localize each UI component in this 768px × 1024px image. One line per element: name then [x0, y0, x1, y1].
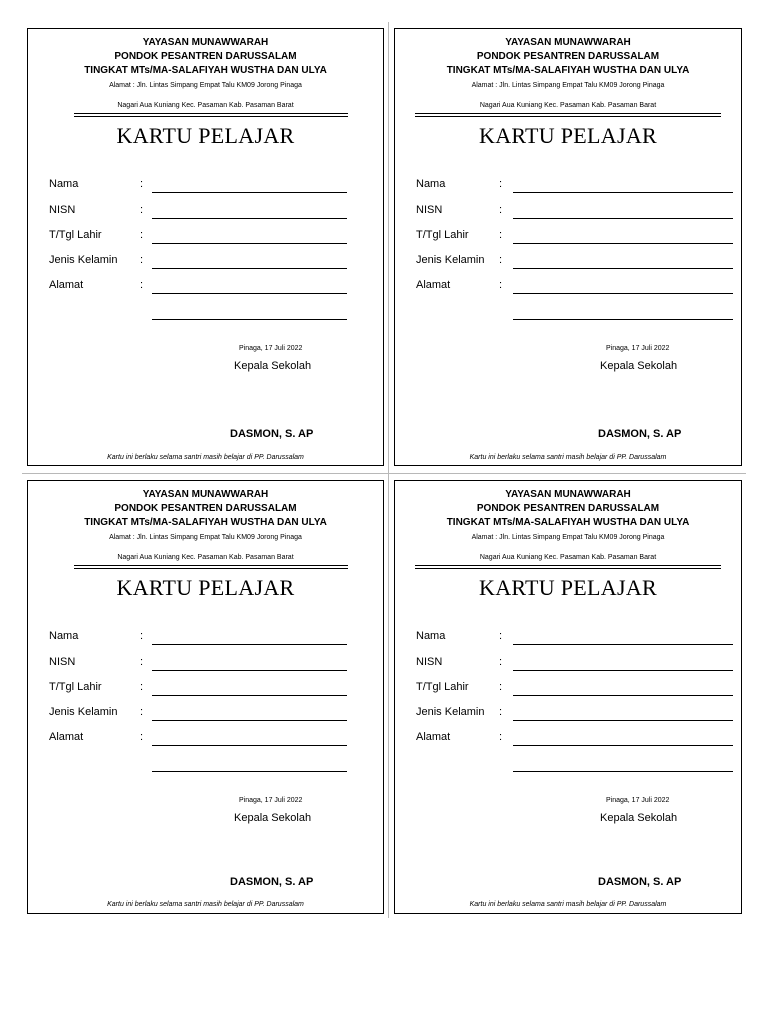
school-address-line2: Nagari Aua Kuniang Kec. Pasaman Kab. Pasaman Barat: [479, 102, 657, 109]
school-level: TINGKAT MTs/MA-SALAFIYAH WUSTHA DAN ULYA: [84, 517, 327, 528]
signatory-role: Kepala Sekolah: [600, 812, 678, 824]
school-level: TINGKAT MTs/MA-SALAFIYAH WUSTHA DAN ULYA: [446, 517, 690, 528]
fill-in-line: [513, 268, 733, 269]
field-colon: :: [140, 630, 144, 642]
student-card-bottom-left: [27, 480, 384, 914]
field-colon: :: [140, 681, 144, 693]
validity-note: Kartu ini berlaku selama santri masih belajar di PP. Darussalam: [469, 454, 667, 461]
field-label: NISN: [416, 656, 443, 668]
student-card-top-right: [394, 28, 742, 466]
header-rule-bottom: [74, 116, 348, 117]
header-rule-bottom: [415, 116, 721, 117]
fill-in-line: [513, 243, 733, 244]
validity-note: Kartu ini berlaku selama santri masih belajar di PP. Darussalam: [469, 901, 667, 908]
field-label: Alamat: [416, 731, 451, 743]
place-date: Pinaga, 17 Juli 2022: [606, 797, 670, 804]
cut-guide-horizontal: [22, 473, 746, 474]
field-colon: :: [499, 254, 503, 266]
fill-in-line: [513, 670, 733, 671]
school-address-line2: Nagari Aua Kuniang Kec. Pasaman Kab. Pasaman Barat: [117, 554, 294, 561]
fill-in-line: [513, 771, 733, 772]
signatory-role: Kepala Sekolah: [234, 360, 312, 372]
field-colon: :: [140, 706, 144, 718]
place-date: Pinaga, 17 Juli 2022: [606, 345, 670, 352]
fill-in-line: [513, 319, 733, 320]
card-title: KARTU PELAJAR: [116, 123, 295, 148]
signatory-name: DASMON, S. AP: [230, 428, 314, 440]
school-address-line2: Nagari Aua Kuniang Kec. Pasaman Kab. Pasaman Barat: [117, 102, 294, 109]
field-label: Alamat: [49, 279, 84, 291]
field-label: T/Tgl Lahir: [49, 229, 102, 241]
fill-in-line: [513, 695, 733, 696]
fill-in-line: [152, 192, 347, 193]
student-card-bottom-right: [394, 480, 742, 914]
field-label: Alamat: [416, 279, 451, 291]
school-address-line1: Alamat : Jln. Lintas Simpang Empat Talu KM09 Jorong Pinaga: [109, 534, 302, 541]
foundation-name: YAYASAN MUNAWWARAH: [505, 489, 631, 500]
card-title: KARTU PELAJAR: [479, 575, 657, 600]
signatory-name: DASMON, S. AP: [598, 428, 682, 440]
fill-in-line: [152, 771, 347, 772]
header-rule-bottom: [415, 568, 721, 569]
fill-in-line: [513, 745, 733, 746]
header-rule-top: [74, 113, 348, 114]
school-name: PONDOK PESANTREN DARUSSALAM: [476, 51, 660, 62]
fill-in-line: [152, 670, 347, 671]
field-label: Jenis Kelamin: [416, 706, 485, 718]
card-title: KARTU PELAJAR: [479, 123, 657, 148]
field-colon: :: [140, 279, 144, 291]
field-colon: :: [499, 204, 503, 216]
field-colon: :: [499, 279, 503, 291]
field-colon: :: [140, 254, 144, 266]
field-label: T/Tgl Lahir: [49, 681, 102, 693]
fill-in-line: [513, 644, 733, 645]
school-address-line1: Alamat : Jln. Lintas Simpang Empat Talu KM09 Jorong Pinaga: [471, 534, 665, 541]
field-colon: :: [140, 178, 144, 190]
field-colon: :: [140, 204, 144, 216]
field-label: T/Tgl Lahir: [416, 681, 469, 693]
place-date: Pinaga, 17 Juli 2022: [239, 797, 303, 804]
fill-in-line: [152, 243, 347, 244]
card-title: KARTU PELAJAR: [116, 575, 295, 600]
foundation-name: YAYASAN MUNAWWARAH: [505, 37, 631, 48]
school-name: PONDOK PESANTREN DARUSSALAM: [114, 503, 297, 514]
fill-in-line: [513, 720, 733, 721]
field-label: Jenis Kelamin: [49, 706, 118, 718]
field-label: Nama: [49, 178, 79, 190]
school-address-line2: Nagari Aua Kuniang Kec. Pasaman Kab. Pasaman Barat: [479, 554, 657, 561]
validity-note: Kartu ini berlaku selama santri masih belajar di PP. Darussalam: [107, 901, 304, 908]
place-date: Pinaga, 17 Juli 2022: [239, 345, 303, 352]
school-level: TINGKAT MTs/MA-SALAFIYAH WUSTHA DAN ULYA: [84, 65, 327, 76]
field-label: NISN: [49, 204, 76, 216]
fill-in-line: [152, 319, 347, 320]
field-label: Jenis Kelamin: [416, 254, 485, 266]
field-colon: :: [499, 630, 503, 642]
cut-guide-vertical: [388, 22, 389, 918]
header-rule-bottom: [74, 568, 348, 569]
header-rule-top: [74, 565, 348, 566]
fill-in-line: [152, 695, 347, 696]
signatory-role: Kepala Sekolah: [600, 360, 678, 372]
fill-in-line: [152, 218, 347, 219]
school-name: PONDOK PESANTREN DARUSSALAM: [114, 51, 297, 62]
fill-in-line: [152, 745, 347, 746]
field-label: T/Tgl Lahir: [416, 229, 469, 241]
signatory-name: DASMON, S. AP: [230, 876, 314, 888]
signatory-name: DASMON, S. AP: [598, 876, 682, 888]
field-label: Nama: [416, 178, 446, 190]
fill-in-line: [152, 644, 347, 645]
school-name: PONDOK PESANTREN DARUSSALAM: [476, 503, 660, 514]
field-colon: :: [499, 681, 503, 693]
school-address-line1: Alamat : Jln. Lintas Simpang Empat Talu KM09 Jorong Pinaga: [471, 82, 665, 89]
fill-in-line: [152, 720, 347, 721]
field-colon: :: [499, 656, 503, 668]
field-colon: :: [140, 229, 144, 241]
fill-in-line: [152, 268, 347, 269]
header-rule-top: [415, 565, 721, 566]
validity-note: Kartu ini berlaku selama santri masih belajar di PP. Darussalam: [107, 454, 304, 461]
foundation-name: YAYASAN MUNAWWARAH: [142, 37, 269, 48]
field-colon: :: [499, 178, 503, 190]
fill-in-line: [152, 293, 347, 294]
fill-in-line: [513, 293, 733, 294]
student-card-top-left: [27, 28, 384, 466]
fill-in-line: [513, 218, 733, 219]
header-rule-top: [415, 113, 721, 114]
foundation-name: YAYASAN MUNAWWARAH: [142, 489, 269, 500]
field-label: Jenis Kelamin: [49, 254, 118, 266]
field-label: NISN: [49, 656, 76, 668]
field-colon: :: [140, 731, 144, 743]
signatory-role: Kepala Sekolah: [234, 812, 312, 824]
field-label: Nama: [49, 630, 79, 642]
field-colon: :: [140, 656, 144, 668]
school-address-line1: Alamat : Jln. Lintas Simpang Empat Talu KM09 Jorong Pinaga: [109, 82, 302, 89]
field-colon: :: [499, 731, 503, 743]
school-level: TINGKAT MTs/MA-SALAFIYAH WUSTHA DAN ULYA: [446, 65, 690, 76]
field-colon: :: [499, 229, 503, 241]
field-label: Alamat: [49, 731, 84, 743]
field-label: Nama: [416, 630, 446, 642]
field-colon: :: [499, 706, 503, 718]
fill-in-line: [513, 192, 733, 193]
field-label: NISN: [416, 204, 443, 216]
